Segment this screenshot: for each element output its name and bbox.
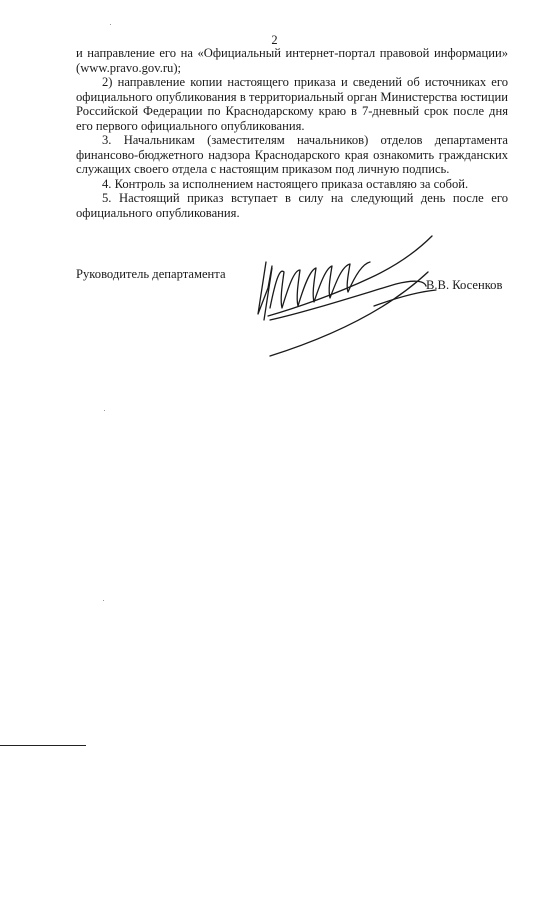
- document-body: [76, 46, 508, 220]
- paragraph-item-3: 3. Начальникам (заместителям начальников) отделов департамента финансово-бюджетного надзора Краснодарского края ознакомить гражданских служащих своего отдела с настоящим приказом под личную подпись.: [76, 133, 508, 176]
- page-number: 2: [271, 33, 278, 47]
- paragraph-continuation: и направление его на «Официальный интернет-портал правовой информации» (www.pravo.gov.ru);: [76, 46, 508, 75]
- handwritten-signature: [246, 228, 446, 362]
- paragraph-item-4: 4. Контроль за исполнением настоящего приказа оставляю за собой.: [102, 176, 469, 191]
- signatory-role: Руководитель департамента: [76, 267, 226, 281]
- paragraph-item-5: 5. Настоящий приказ вступает в силу на следующий день после его официального опубликования.: [76, 191, 508, 220]
- signatory-name: В.В. Косенков: [426, 278, 503, 292]
- scan-speck: [103, 600, 104, 601]
- scan-speck: [104, 410, 105, 411]
- paragraph-item-2: 2) направление копии настоящего приказа и сведений об источниках его официального опубликования в территориальный орган Министерства юстиции Российской Федерации по Краснодарскому краю в 7-дневный срок после дня его первого официального опубликования.: [76, 75, 508, 133]
- footnote-separator-line: [0, 745, 86, 746]
- scan-speck: [110, 24, 111, 25]
